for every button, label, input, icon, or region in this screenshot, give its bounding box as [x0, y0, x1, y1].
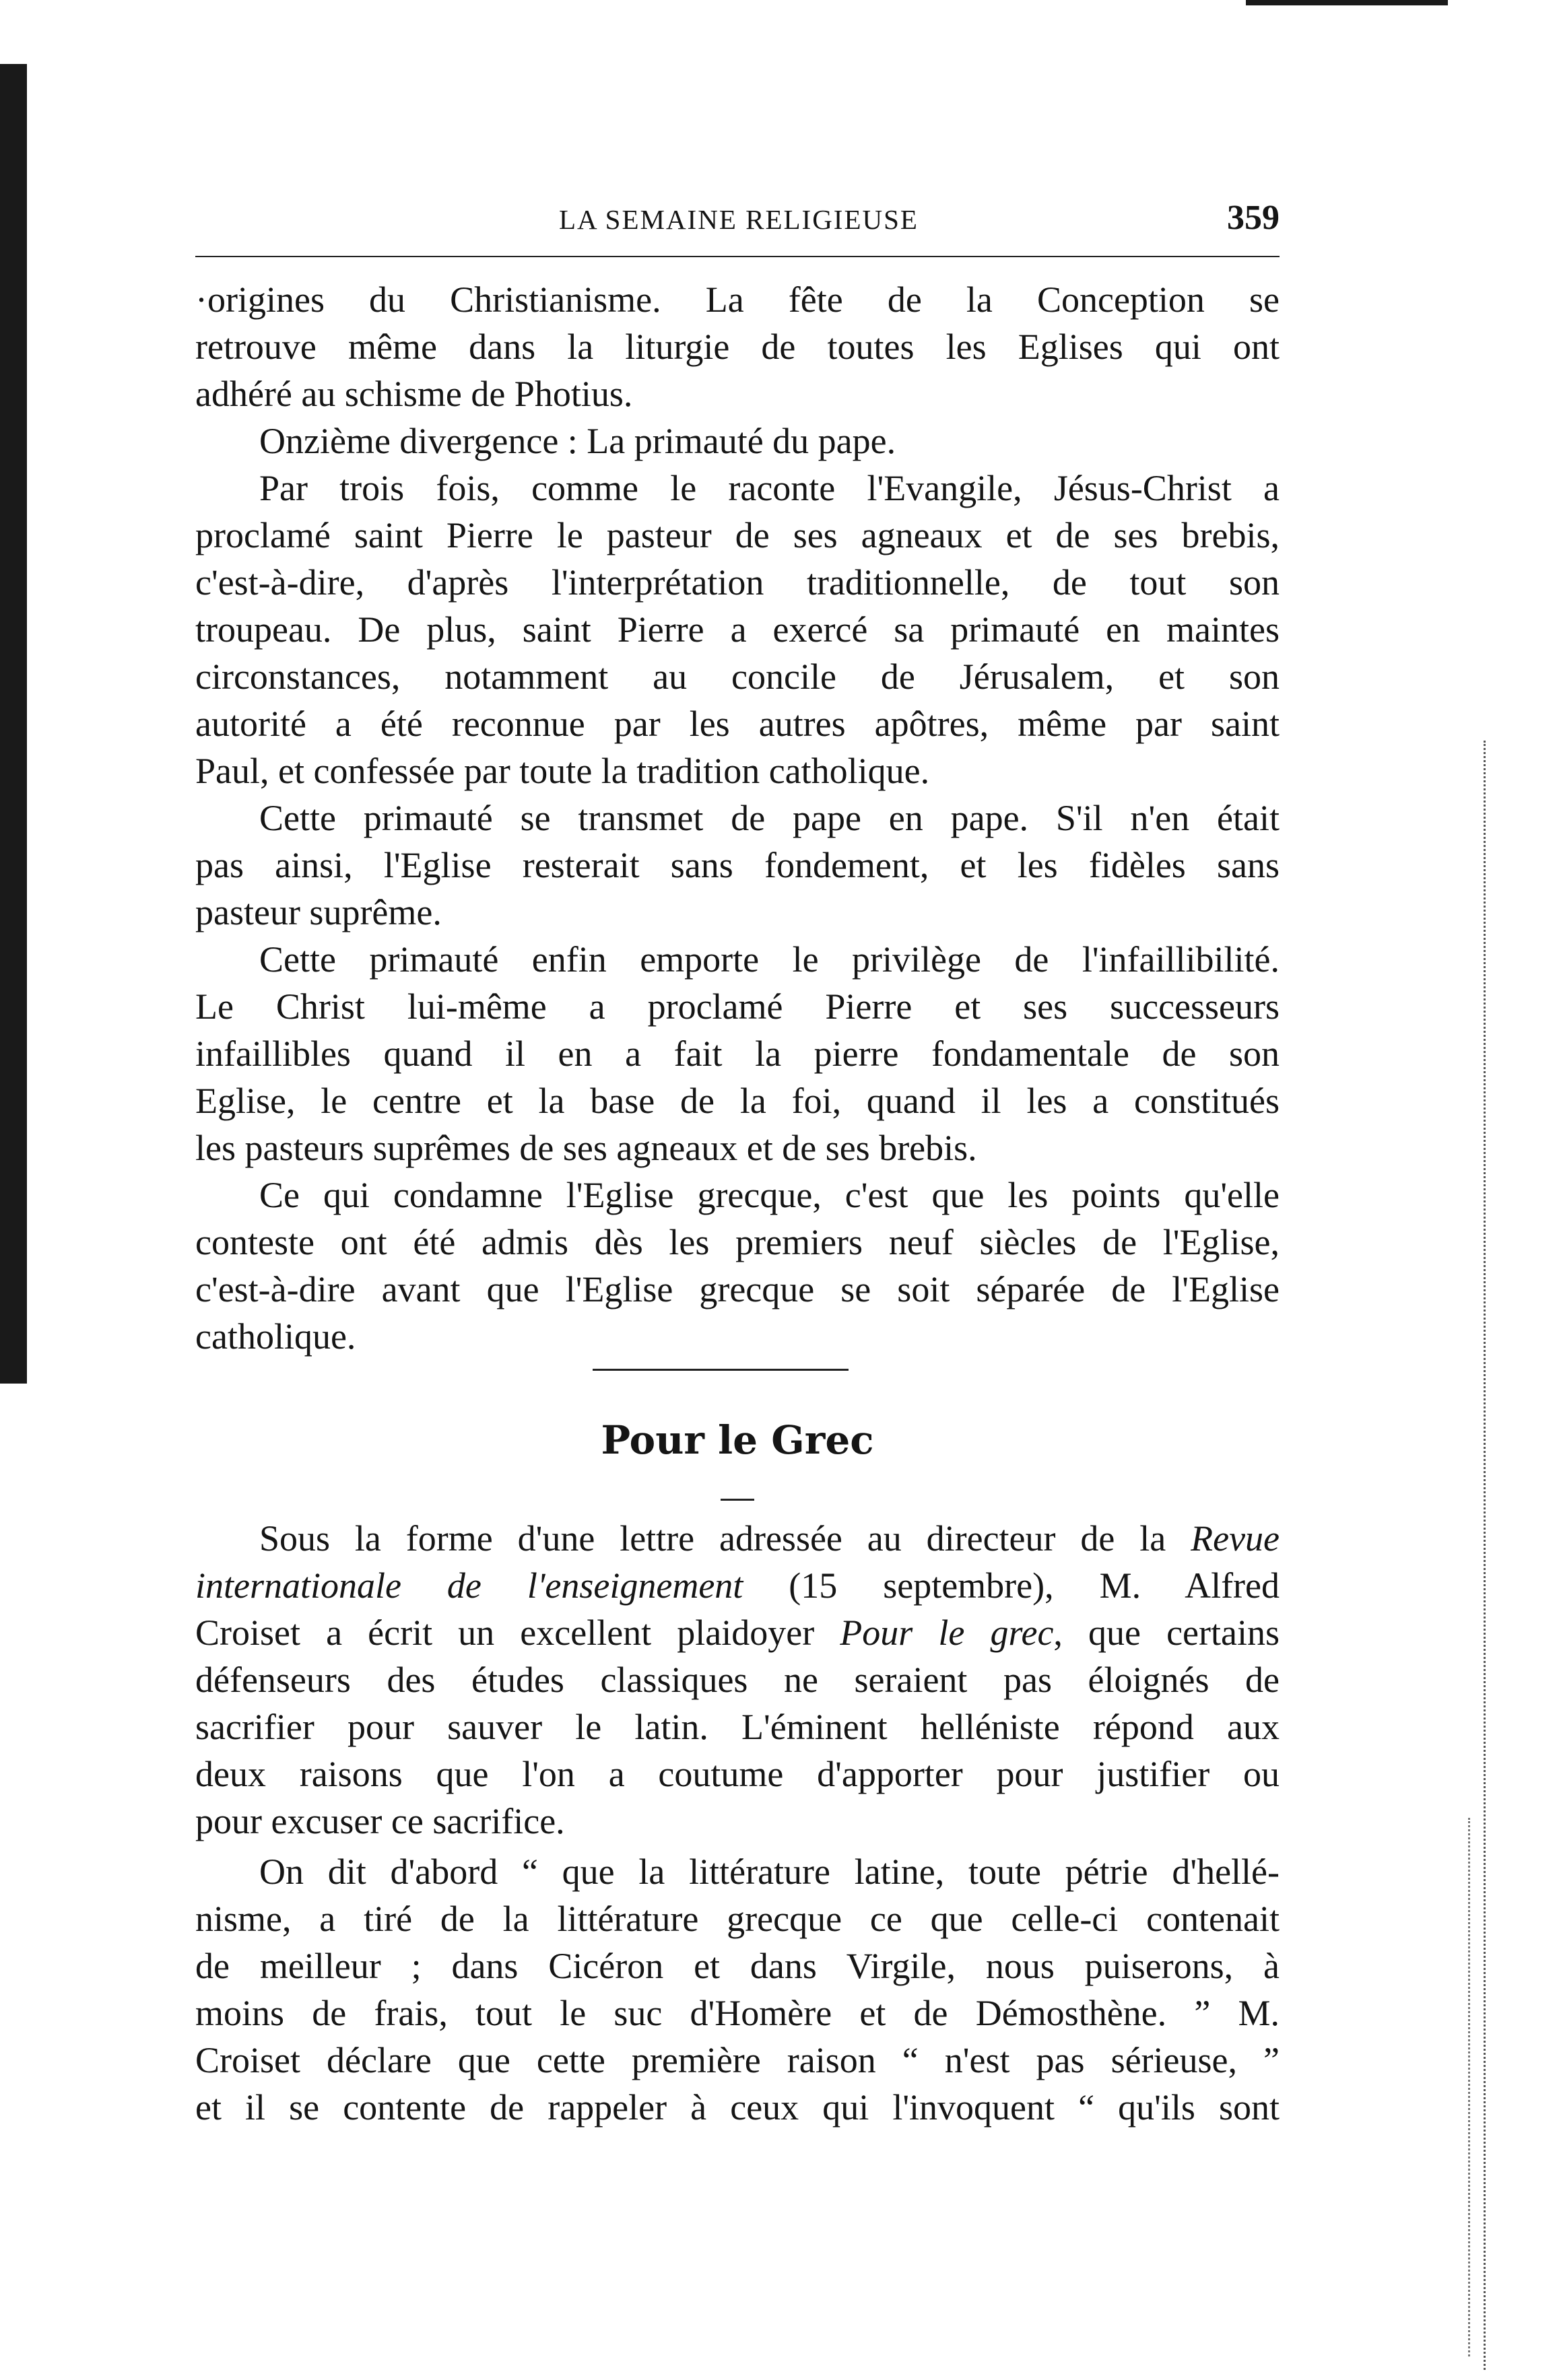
text-line: moins de frais, tout le suc d'Homère et de Démosthène. ” M. [195, 1993, 1280, 2033]
page-number: 359 [1227, 199, 1280, 237]
text-line: Croiset a écrit un excellent plaidoyer Pour le grec, que certains [195, 1612, 1280, 1653]
text-line: Cette primauté enfin emporte le privilège de l'infaillibilité. [259, 939, 1280, 980]
text-line: deux raisons que l'on a coutume d'apporter pour justifier ou [195, 1754, 1280, 1794]
text-line: Croiset déclare que cette première raison “ n'est pas sérieuse, ” [195, 2040, 1280, 2080]
text-line: défenseurs des études classiques ne seraient pas éloignés de [195, 1660, 1280, 1700]
running-head: LA SEMAINE RELIGIEUSE [559, 204, 919, 235]
text-line: pasteur suprême. [195, 892, 442, 932]
text-line: pour excuser ce sacrifice. [195, 1801, 565, 1841]
header-rule [195, 256, 1280, 257]
text-line: conteste ont été admis dès les premiers neuf siècles de l'Eglise, [195, 1222, 1280, 1262]
text-line: Par trois fois, comme le raconte l'Evangile, Jésus-Christ a [259, 468, 1280, 508]
text-line: retrouve même dans la liturgie de toutes les Eglises qui ont [195, 327, 1280, 367]
text-line: Sous la forme d'une lettre adressée au directeur de la Revue [259, 1518, 1280, 1559]
text-line: les pasteurs suprêmes de ses agneaux et de ses brebis. [195, 1128, 977, 1168]
scan-right-edge-marks [1468, 1818, 1474, 2356]
text-line: catholique. [195, 1316, 356, 1357]
text-line: Le Christ lui-même a proclamé Pierre et ses successeurs [195, 986, 1280, 1027]
text-line: Cette primauté se transmet de pape en pape. S'il n'en était [259, 798, 1280, 838]
text-line: pas ainsi, l'Eglise resterait sans fondement, et les fidèles sans [195, 845, 1280, 885]
section-title: Pour le Grec [601, 1417, 874, 1463]
scan-right-edge-marks [1484, 741, 1490, 2370]
text-line: proclamé saint Pierre le pasteur de ses agneaux et de ses brebis, [195, 515, 1280, 555]
text-line: ·origines du Christianisme. La fête de la Conception se [195, 279, 1280, 320]
text-line: circonstances, notamment au concile de Jérusalem, et son [195, 656, 1280, 697]
text-line: Ce qui condamne l'Eglise grecque, c'est que les points qu'elle [259, 1175, 1280, 1215]
text-line: infaillibles quand il en a fait la pierre fondamentale de son [195, 1033, 1280, 1074]
text-line: internationale de l'enseignement (15 septembre), M. Alfred [195, 1565, 1280, 1606]
text-line: nisme, a tiré de la littérature grecque ce que celle-ci contenait [195, 1899, 1280, 1939]
text-line: adhéré au schisme de Photius. [195, 374, 633, 414]
text-line: c'est-à-dire, d'après l'interprétation traditionnelle, de tout son [195, 562, 1280, 603]
text-line: autorité a été reconnue par les autres apôtres, même par saint [195, 704, 1280, 744]
section-separator [593, 1369, 849, 1371]
text-line: de meilleur ; dans Cicéron et dans Virgile, nous puiserons, à [195, 1946, 1280, 1986]
text-line: Eglise, le centre et la base de la foi, quand il les a constitués [195, 1081, 1280, 1121]
text-line: troupeau. De plus, saint Pierre a exercé sa primauté en maintes [195, 609, 1280, 650]
text-line: On dit d'abord “ que la littérature latine, toute pétrie d'hellé- [259, 1851, 1280, 1892]
text-line: sacrifier pour sauver le latin. L'éminent helléniste répond aux [195, 1707, 1280, 1747]
scan-top-rule [1246, 0, 1448, 5]
text-line: Paul, et confessée par toute la tradition catholique. [195, 751, 930, 791]
page-header [195, 199, 1280, 250]
text-line: et il se contente de rappeler à ceux qui l'invoquent “ qu'ils sont [195, 2087, 1280, 2128]
text-line: Onzième divergence : La primauté du pape. [259, 421, 896, 461]
title-dash [721, 1499, 754, 1501]
text-line: c'est-à-dire avant que l'Eglise grecque se soit séparée de l'Eglise [195, 1269, 1280, 1310]
scan-left-edge [0, 64, 27, 1384]
